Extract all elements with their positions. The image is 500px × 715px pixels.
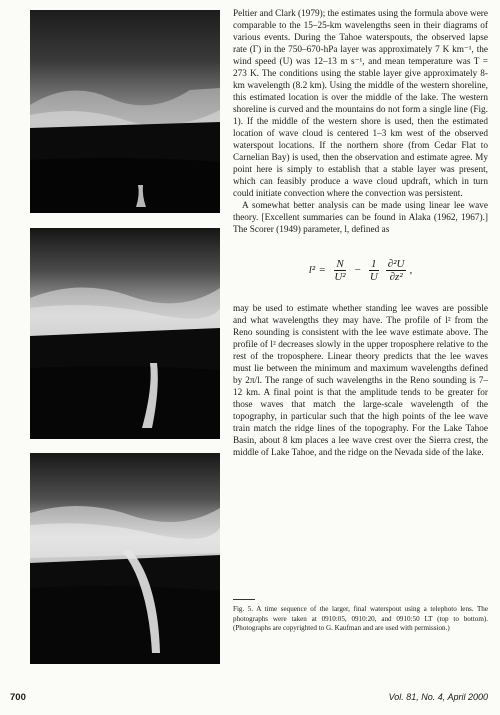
photo-waterspout-1 [30, 10, 220, 213]
equation-minus: − [354, 264, 361, 276]
caption-rule [233, 599, 255, 600]
equation-equals: = [319, 264, 326, 276]
figure-caption: Fig. 5. A time sequence of the larger, final waterspout using a telephoto lens. The photographs were taken at 0910:05, 0910:20, and 0910:50 LT (top to bottom). (Photographs are copyrighted to G. Kaufman and are used with permission.) [233, 605, 488, 633]
waterspout-photo-3-image [30, 453, 220, 664]
waterspout-photo-2-image [30, 228, 220, 439]
waterspout-photo-1-image [30, 10, 220, 213]
body-text-column [233, 8, 488, 459]
body-paragraph-2: A somewhat better analysis can be made using linear lee wave theory. [Excellent summaries can be found in Alaka (1962, 1967).] The Scorer (1949) parameter, l, defined as [233, 201, 488, 235]
equation-num-2: 1 [371, 257, 377, 270]
equation-den-1: U² [334, 270, 346, 283]
body-paragraph-1: Peltier and Clark (1979); the estimates using the formula above were comparable to the 15–25-km wavelengths seen in their diagrams of various events. During the Tahoe waterspouts, the observed lapse rate (Γ) in the 750–670-hPa layer was approximately 7 K km⁻¹, the wind speed (U) was 12–13 m s⁻¹, and mean temperature was T = 273 K. The conditions using the stable layer give approximately 8-km wavelength (8.2 km). Using the middle of the western shoreline, this estimated location is over the middle of the lake. The western shoreline is curved and the mountains do not form a single line (Fig. 1). If the middle of the western shore is used, then the estimated location of wave cloud is centered 1–3 km west of the observed waterspout locations. If the northern shore (from Cedar Flat to Carnelian Bay) is used, then the observation and estimate agree. My point here is simply to establish that a stable layer was present, which can feasibly produce a wave cloud updraft, which in turn could initiate convection where the convection was persistent. [233, 9, 488, 199]
equation-fraction-3 [386, 258, 407, 283]
equation-comma: , [409, 264, 413, 276]
equation-den-3: ∂z² [389, 270, 403, 283]
equation-fraction-2 [368, 258, 380, 283]
scorer-parameter-equation [233, 250, 488, 290]
photo-waterspout-3 [30, 453, 220, 664]
equation-num-1: N [336, 257, 344, 270]
page-number: 700 [10, 692, 26, 703]
equation-num-3: ∂²U [387, 257, 405, 270]
equation-lhs: l² [308, 264, 316, 276]
equation-fraction-1 [332, 258, 347, 283]
equation-den-2: U [369, 270, 378, 283]
body-paragraph-3: may be used to estimate whether standing lee waves are possible and what wavelengths they may have. The profile of l² from the Reno sounding is consistent with the lee wave estimate above. The profile of l² decreases slowly in the upper troposphere relative to the rest of the troposphere. Linear theory predicts that the lee waves must lie between the minimum and maximum wavelengths defined by 2π/l. The range of such wavelengths in the Reno sounding is 7–12 km. A final point is that the amplitude tends to be greater for those waves that match the large-scale wavelength of the topography, in particular such that the high points of the lee wave train match the ridge lines of the topography. For the Lake Tahoe Basin, about 8 km places a lee wave crest over the Sierra crest, the middle of Lake Tahoe, and the ridge on the Nevada side of the lake. [233, 304, 488, 458]
journal-footer: Vol. 81, No. 4, April 2000 [388, 692, 488, 702]
photo-waterspout-2 [30, 228, 220, 439]
